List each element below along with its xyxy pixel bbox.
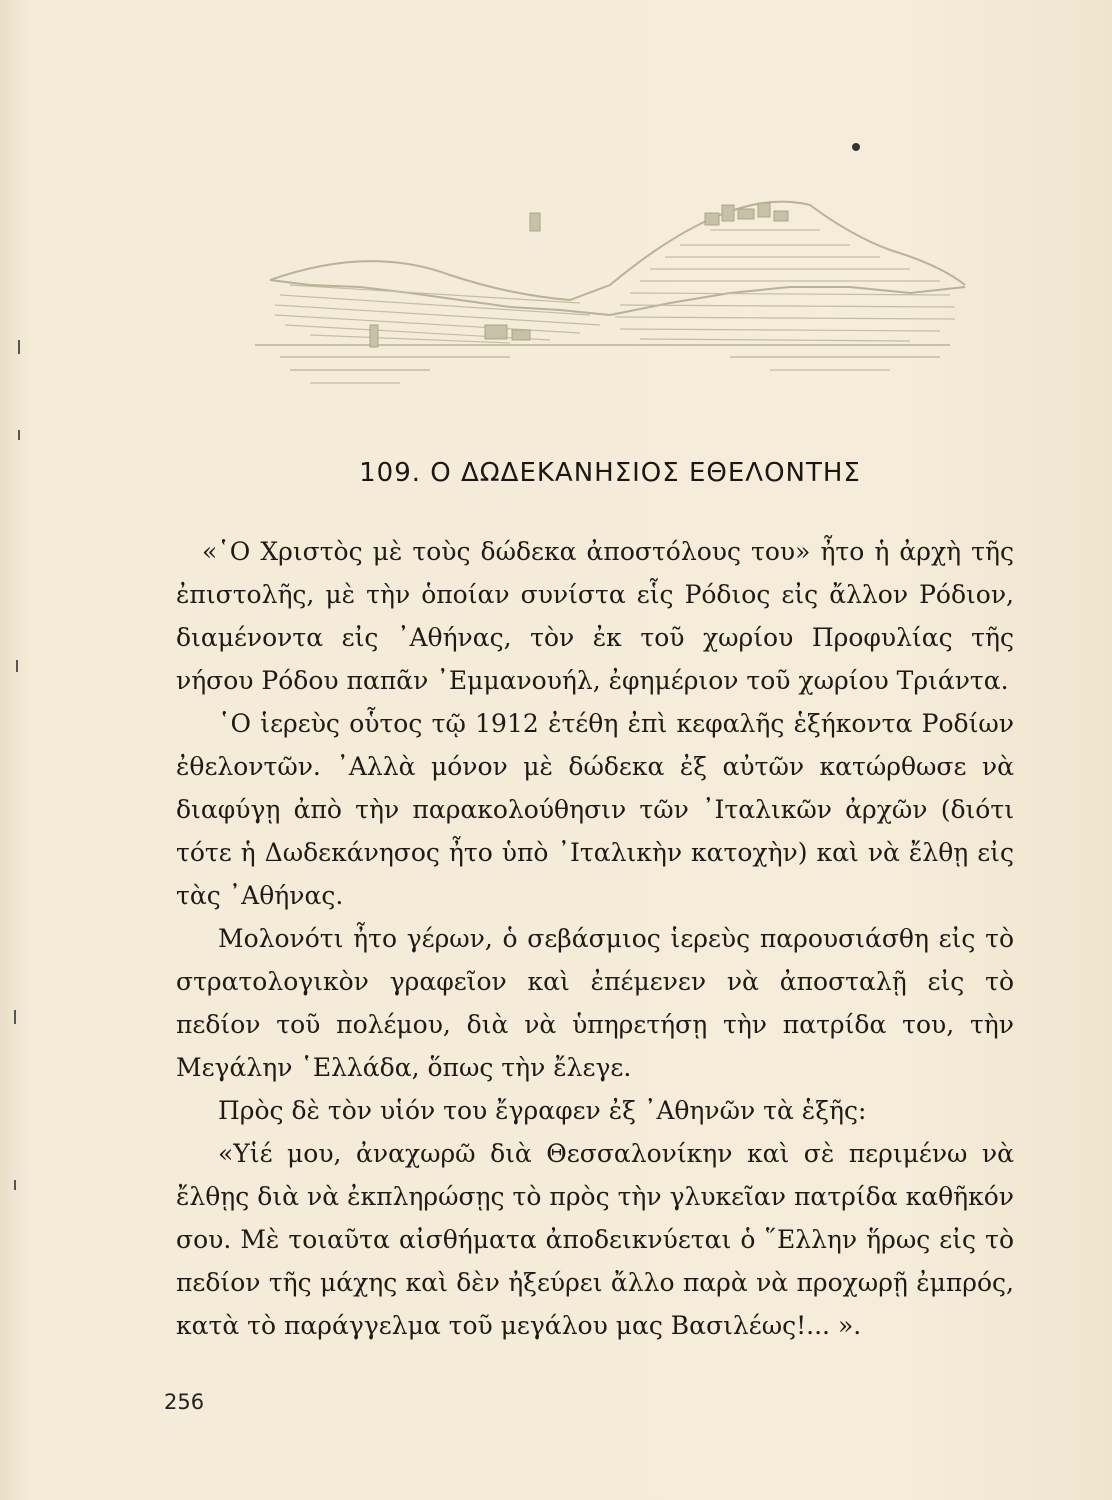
page-number: 256 xyxy=(164,1390,205,1414)
binding-mark xyxy=(16,660,18,672)
paragraph-5: «Υἱέ μου, ἀναχωρῶ διὰ Θεσσαλονίκην καὶ σὲ περιμένω νὰ ἔλθῃς διὰ νὰ ἐκπληρώσῃς τὸ πρὸς τὴν γλυκεῖαν πατρίδα καθῆκόν σου. Μὲ τοιαῦτα αἰσθήματα ἀποδεικνύεται ὁ ῞Ελλην ἥρως εἰς τὸ πεδίον τῆς μάχης καὶ δὲν ἠξεύρει ἄλλο παρὰ νὰ προχωρῇ ἐμπρός, κατὰ τὸ παράγγελμα τοῦ μεγάλου μας Βασιλέως!... ». xyxy=(176,1139,1014,1340)
paragraph-3: Μολονότι ἦτο γέρων, ὁ σεβάσμιος ἱερεὺς παρουσιάσθη εἰς τὸ στρατολογικὸν γραφεῖον καὶ ἐπέμενεν νὰ ἀποσταλῇ εἰς τὸ πεδίον τοῦ πολέμου, διὰ νὰ ὑπηρετήσῃ τὴν πατρίδα του, τὴν Μεγάλην ῾Ελλάδα, ὅπως τὴν ἔλεγε. xyxy=(176,924,1014,1082)
island-landscape-illustration xyxy=(250,175,970,425)
binding-mark xyxy=(18,340,20,354)
binding-mark xyxy=(14,1010,16,1024)
paragraph-1: «῾Ο Χριστὸς μὲ τοὺς δώδεκα ἀποστόλους του» ἦτο ἡ ἀρχὴ τῆς ἐπιστολῆς, μὲ τὴν ὁποίαν συνίστα εἷς Ρόδιος εἰς ἄλλον Ρόδιον, διαμένοντα εἰς ᾿Αθήνας, τὸν ἐκ τοῦ χωρίου Προφυλίας τῆς νήσου Ρόδου παπᾶν ᾿Εμμανουήλ, ἐφημέριον τοῦ χωρίου Τριάντα. xyxy=(176,537,1014,695)
chapter-title: 109. Ο ΔΩΔΕΚΑΝΗΣΙΟΣ ΕΘΕΛΟΝΤΗΣ xyxy=(359,458,861,488)
ink-speck xyxy=(852,143,860,151)
paragraph-2: ῾Ο ἱερεὺς οὗτος τῷ 1912 ἐτέθη ἐπὶ κεφαλῆς ἑξήκοντα Ροδίων ἐθελοντῶν. ᾿Αλλὰ μόνον μὲ δώδεκα ἐξ αὐτῶν κατώρθωσε νὰ διαφύγῃ ἀπὸ τὴν παρακολούθησιν τῶν ᾿Ιταλικῶν ἀρχῶν (διότι τότε ἡ Δωδεκάνησος ἦτο ὑπὸ ᾿Ιταλικὴν κατοχὴν) καὶ νὰ ἔλθῃ εἰς τὰς ᾿Αθήνας. xyxy=(176,709,1014,910)
chapter-body xyxy=(176,530,1014,1347)
binding-mark xyxy=(14,1180,16,1190)
paragraph-4: Πρὸς δὲ τὸν υἱόν του ἔγραφεν ἐξ ᾿Αθηνῶν τὰ ἑξῆς: xyxy=(218,1096,867,1125)
binding-mark xyxy=(18,430,20,440)
